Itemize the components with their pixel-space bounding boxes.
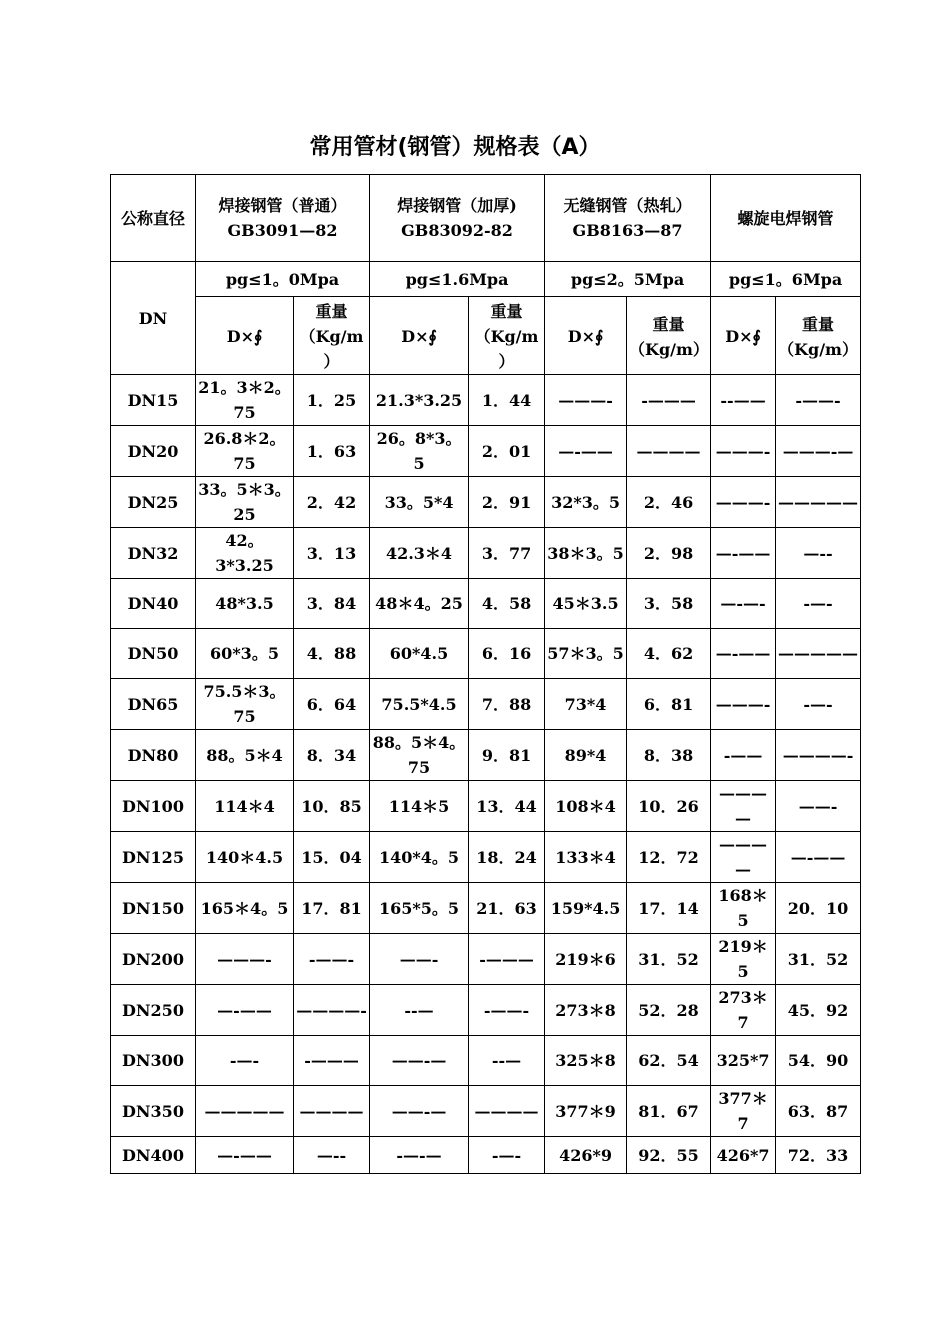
size-cell: 45＊3.5 — [545, 579, 627, 629]
group-header-line: 焊接钢管（普通） — [218, 196, 347, 215]
size-cell: ———- — [711, 679, 776, 730]
weight-cell: ———— — [294, 1086, 370, 1137]
size-cell: —-—— — [196, 1137, 294, 1174]
size-cell: 114＊5 — [370, 781, 469, 832]
pressure-rating: pg≤1.6Mpa — [370, 262, 545, 297]
size-cell: 325＊8 — [545, 1036, 627, 1086]
dn-cell: DN50 — [111, 629, 196, 679]
size-cell: 377＊7 — [711, 1086, 776, 1137]
weight-cell: 13．44 — [469, 781, 545, 832]
weight-cell: 62．54 — [627, 1036, 711, 1086]
size-cell: 273＊8 — [545, 985, 627, 1036]
size-cell: 48＊4。25 — [370, 579, 469, 629]
weight-cell: 17．81 — [294, 883, 370, 934]
dn-cell: DN15 — [111, 375, 196, 426]
dn-cell: DN150 — [111, 883, 196, 934]
size-cell: 26。8*3。5 — [370, 426, 469, 477]
size-cell: 75.5*4.5 — [370, 679, 469, 730]
weight-subheader: 重量（Kg/m） — [294, 297, 370, 375]
weight-cell: 81．67 — [627, 1086, 711, 1137]
size-subheader: D×∮ — [370, 297, 469, 375]
weight-cell: 31．52 — [776, 934, 861, 985]
size-cell: 168＊5 — [711, 883, 776, 934]
size-cell: 133＊4 — [545, 832, 627, 883]
size-subheader: D×∮ — [711, 297, 776, 375]
table-row — [111, 985, 861, 1036]
size-cell: --— — [370, 985, 469, 1036]
size-cell: 33。5＊3。25 — [196, 477, 294, 528]
table-row — [111, 375, 861, 426]
weight-cell: 92．55 — [627, 1137, 711, 1174]
weight-cell: 15．04 — [294, 832, 370, 883]
table-row — [111, 832, 861, 883]
header-row-subcolumns — [111, 297, 861, 375]
table-row — [111, 1137, 861, 1174]
size-cell: -—— — [711, 730, 776, 781]
size-cell: ——-— — [370, 1086, 469, 1137]
size-cell: —-—— — [711, 629, 776, 679]
size-cell: 108＊4 — [545, 781, 627, 832]
weight-cell: 8．34 — [294, 730, 370, 781]
size-cell: ———- — [196, 934, 294, 985]
size-cell: ——- — [370, 934, 469, 985]
weight-cell: ———— — [627, 426, 711, 477]
table-row — [111, 629, 861, 679]
size-cell: ———- — [545, 375, 627, 426]
pressure-rating: pg≤2。5Mpa — [545, 262, 711, 297]
size-cell: —-—- — [711, 579, 776, 629]
size-cell: ———— — [711, 781, 776, 832]
group-header-standard: GB8163—87 — [572, 221, 683, 240]
pressure-rating: pg≤1。0Mpa — [196, 262, 370, 297]
weight-cell: 10．85 — [294, 781, 370, 832]
table-row — [111, 1036, 861, 1086]
size-cell: 75.5＊3。75 — [196, 679, 294, 730]
weight-cell: 63．87 — [776, 1086, 861, 1137]
dn-cell: DN400 — [111, 1137, 196, 1174]
size-cell: -—-— — [370, 1137, 469, 1174]
weight-cell: 18．24 — [469, 832, 545, 883]
group-header-line: 无缝钢管（热轧） — [563, 196, 692, 215]
size-cell: 165*5。5 — [370, 883, 469, 934]
weight-cell: -——— — [294, 1036, 370, 1086]
size-cell: -—- — [196, 1036, 294, 1086]
weight-cell: -——- — [469, 985, 545, 1036]
weight-cell: -——- — [294, 934, 370, 985]
group-header-standard: GB3091—82 — [227, 221, 338, 240]
size-cell: 140*4。5 — [370, 832, 469, 883]
size-cell: 88。5＊4 — [196, 730, 294, 781]
group-header-welded-thick — [370, 175, 545, 262]
weight-subheader: 重量（Kg/m） — [627, 297, 711, 375]
size-cell: 140＊4.5 — [196, 832, 294, 883]
header-row-titles — [111, 175, 861, 262]
weight-cell: 3．77 — [469, 528, 545, 579]
size-cell: ———- — [711, 477, 776, 528]
table-row — [111, 528, 861, 579]
weight-cell: 6．64 — [294, 679, 370, 730]
weight-cell: 4．88 — [294, 629, 370, 679]
group-header-line: 焊接钢管（加厚) — [397, 196, 517, 215]
size-cell: ————— — [196, 1086, 294, 1137]
dn-cell: DN20 — [111, 426, 196, 477]
weight-cell: 6．16 — [469, 629, 545, 679]
size-cell: 159*4.5 — [545, 883, 627, 934]
dn-cell: DN100 — [111, 781, 196, 832]
weight-cell: -——— — [469, 934, 545, 985]
weight-cell: —-- — [294, 1137, 370, 1174]
weight-cell: 54．90 — [776, 1036, 861, 1086]
dn-cell: DN350 — [111, 1086, 196, 1137]
table-row — [111, 781, 861, 832]
size-cell: 42.3＊4 — [370, 528, 469, 579]
weight-cell: ————- — [776, 730, 861, 781]
weight-cell: 52．28 — [627, 985, 711, 1036]
group-header-line: 螺旋电焊钢管 — [737, 208, 834, 228]
size-cell: 26.8＊2。75 — [196, 426, 294, 477]
size-cell: 88。5＊4。75 — [370, 730, 469, 781]
weight-cell: 2．42 — [294, 477, 370, 528]
size-cell: 21.3*3.25 — [370, 375, 469, 426]
weight-subheader: 重量（Kg/m） — [776, 297, 861, 375]
weight-cell: 1．25 — [294, 375, 370, 426]
size-cell: —-—— — [196, 985, 294, 1036]
weight-cell: ———— — [469, 1086, 545, 1137]
size-cell: 325*7 — [711, 1036, 776, 1086]
weight-subheader: 重量（Kg/m） — [469, 297, 545, 375]
weight-cell: 7．88 — [469, 679, 545, 730]
weight-cell: --— — [469, 1036, 545, 1086]
weight-cell: —-—— — [776, 832, 861, 883]
size-cell: —-—— — [545, 426, 627, 477]
weight-cell: 8．38 — [627, 730, 711, 781]
dn-cell: DN80 — [111, 730, 196, 781]
weight-cell: 3．58 — [627, 579, 711, 629]
size-cell: 32*3。5 — [545, 477, 627, 528]
size-cell: 219＊5 — [711, 934, 776, 985]
size-cell: ——-— — [370, 1036, 469, 1086]
size-cell: 57＊3。5 — [545, 629, 627, 679]
weight-cell: ————— — [776, 477, 861, 528]
weight-cell: -—- — [776, 679, 861, 730]
table-row — [111, 883, 861, 934]
weight-cell: 17．14 — [627, 883, 711, 934]
weight-cell: -—- — [776, 579, 861, 629]
group-header-seamless — [545, 175, 711, 262]
weight-cell: 2．91 — [469, 477, 545, 528]
page-title-text: 常用管材(钢管）规格表（A） — [309, 135, 601, 160]
weight-cell: 2．98 — [627, 528, 711, 579]
nominal-diameter-header: 公称直径 — [111, 175, 196, 262]
dn-cell: DN200 — [111, 934, 196, 985]
dn-cell: DN25 — [111, 477, 196, 528]
dn-cell: DN40 — [111, 579, 196, 629]
pressure-rating: pg≤1。6Mpa — [711, 262, 861, 297]
weight-cell: ——- — [776, 781, 861, 832]
header-row-pressure — [111, 262, 861, 297]
weight-cell: 1．63 — [294, 426, 370, 477]
weight-cell: ————- — [294, 985, 370, 1036]
size-cell: 60*4.5 — [370, 629, 469, 679]
weight-cell: 2．46 — [627, 477, 711, 528]
weight-cell: 6．81 — [627, 679, 711, 730]
size-cell: --—— — [711, 375, 776, 426]
size-cell: ———- — [711, 426, 776, 477]
dn-cell: DN32 — [111, 528, 196, 579]
size-cell: 21。3＊2。75 — [196, 375, 294, 426]
size-cell: —-—— — [711, 528, 776, 579]
weight-cell: ————— — [776, 629, 861, 679]
dn-cell: DN300 — [111, 1036, 196, 1086]
size-cell: ———— — [711, 832, 776, 883]
weight-cell: 3．84 — [294, 579, 370, 629]
weight-cell: 45．92 — [776, 985, 861, 1036]
size-cell: 73*4 — [545, 679, 627, 730]
table-row — [111, 679, 861, 730]
size-cell: 114＊4 — [196, 781, 294, 832]
table-row — [111, 477, 861, 528]
weight-cell: 20．10 — [776, 883, 861, 934]
weight-cell: 2．01 — [469, 426, 545, 477]
size-cell: 426*7 — [711, 1137, 776, 1174]
weight-cell: 72．33 — [776, 1137, 861, 1174]
page-title — [0, 130, 950, 161]
size-cell: 273＊7 — [711, 985, 776, 1036]
dn-header: DN — [111, 262, 196, 375]
dn-cell: DN250 — [111, 985, 196, 1036]
size-cell: 42。3*3.25 — [196, 528, 294, 579]
weight-cell: 12．72 — [627, 832, 711, 883]
size-cell: 165＊4。5 — [196, 883, 294, 934]
table-row — [111, 426, 861, 477]
size-cell: 377＊9 — [545, 1086, 627, 1137]
weight-cell: —-- — [776, 528, 861, 579]
weight-cell: 4．58 — [469, 579, 545, 629]
size-cell: 48*3.5 — [196, 579, 294, 629]
dn-cell: DN65 — [111, 679, 196, 730]
table-row — [111, 934, 861, 985]
weight-cell: ———-— — [776, 426, 861, 477]
group-header-standard: GB83092-82 — [401, 221, 513, 240]
weight-cell: 21．63 — [469, 883, 545, 934]
table-row — [111, 579, 861, 629]
size-cell: 60*3。5 — [196, 629, 294, 679]
weight-cell: -——— — [627, 375, 711, 426]
size-cell: 38＊3。5 — [545, 528, 627, 579]
dn-cell: DN125 — [111, 832, 196, 883]
weight-cell: 31．52 — [627, 934, 711, 985]
size-cell: 33。5*4 — [370, 477, 469, 528]
size-cell: 89*4 — [545, 730, 627, 781]
size-cell: 426*9 — [545, 1137, 627, 1174]
weight-cell: -—- — [469, 1137, 545, 1174]
group-header-spiral — [711, 175, 861, 262]
weight-cell: 3．13 — [294, 528, 370, 579]
weight-cell: 10．26 — [627, 781, 711, 832]
weight-cell: 4．62 — [627, 629, 711, 679]
table-row — [111, 1086, 861, 1137]
size-subheader: D×∮ — [545, 297, 627, 375]
size-subheader: D×∮ — [196, 297, 294, 375]
weight-cell: -——- — [776, 375, 861, 426]
size-cell: 219＊6 — [545, 934, 627, 985]
group-header-welded-standard — [196, 175, 370, 262]
weight-cell: 1．44 — [469, 375, 545, 426]
steel-pipe-spec-table — [110, 174, 861, 1174]
table-row — [111, 730, 861, 781]
weight-cell: 9．81 — [469, 730, 545, 781]
